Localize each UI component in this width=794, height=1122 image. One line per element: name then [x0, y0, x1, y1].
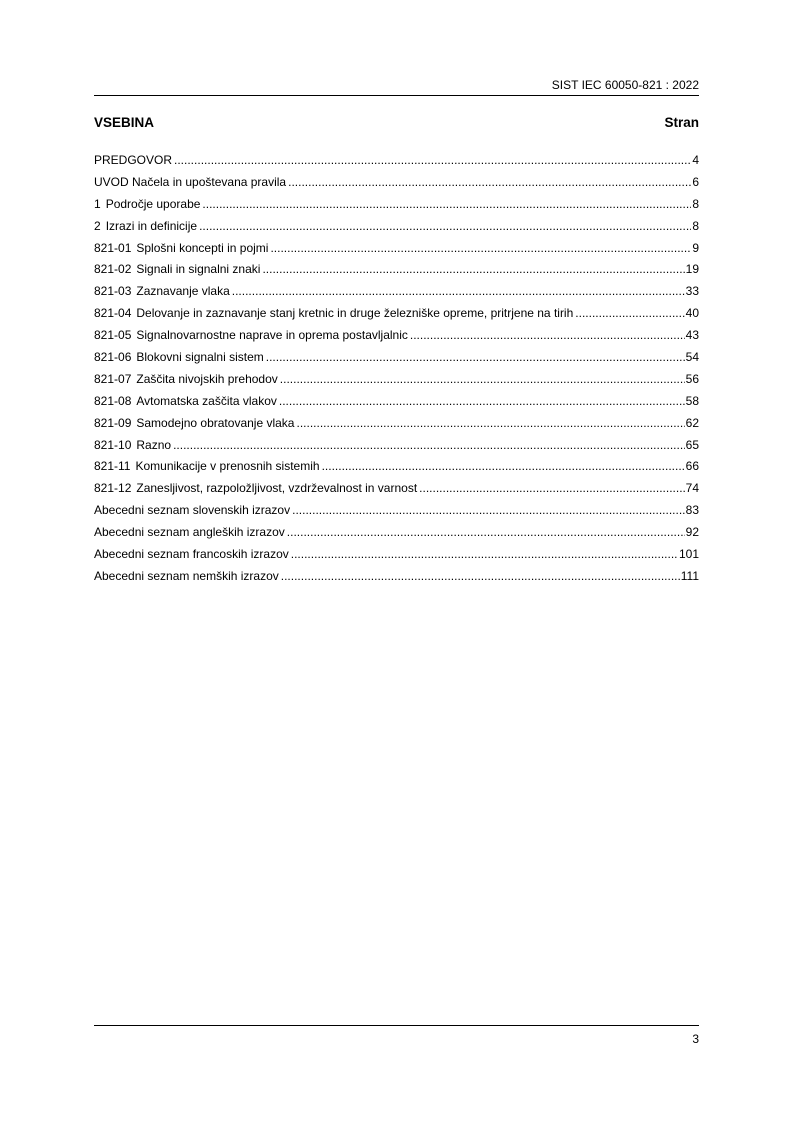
toc-entry-page: 40: [685, 306, 699, 321]
toc-entry-title: Samodejno obratovanje vlaka: [136, 415, 295, 430]
toc-dot-leader: [281, 569, 680, 583]
standard-id: SIST IEC 60050-821 : 2022: [551, 78, 699, 92]
toc-entry-title: Abecedni seznam nemških izrazov: [94, 568, 279, 583]
toc-entry-page: 56: [685, 371, 699, 386]
toc-entry[interactable]: [94, 547, 699, 569]
toc-entry[interactable]: [94, 416, 699, 438]
toc-entry[interactable]: [94, 197, 699, 219]
toc-entry-page: 92: [685, 525, 699, 540]
toc-entry-page: 33: [685, 284, 699, 299]
toc-entry[interactable]: [94, 328, 699, 350]
toc-entry[interactable]: [94, 241, 699, 263]
toc-entry-number: 821-01: [94, 240, 132, 255]
toc-entry-title: Signalnovarnostne naprave in oprema postavljalnic: [136, 328, 408, 343]
toc-entry-page: 43: [685, 328, 699, 343]
toc-dot-leader: [262, 262, 684, 276]
toc-dot-leader: [280, 372, 685, 386]
toc-entry-page: 101: [678, 547, 699, 562]
header-rule: [94, 95, 699, 96]
toc-dot-leader: [292, 503, 685, 517]
toc-entry-number: 821-10: [94, 437, 132, 452]
toc-dot-leader: [232, 284, 685, 298]
toc-entry-page: 65: [685, 437, 699, 452]
toc-entry[interactable]: [94, 153, 699, 175]
toc-dot-leader: [270, 241, 691, 255]
toc-entry-page: 83: [685, 503, 699, 518]
toc-entry-title: Zanesljivost, razpoložljivost, vzdrževalnost in varnost: [136, 481, 418, 496]
toc-entry[interactable]: [94, 219, 699, 241]
toc-dot-leader: [266, 350, 685, 364]
toc-entry-title: Abecedni seznam angleških izrazov: [94, 525, 285, 540]
toc-dot-leader: [291, 547, 678, 561]
toc-entry-title: Abecedni seznam slovenskih izrazov: [94, 503, 291, 518]
toc-entry-title: Razno: [136, 437, 172, 452]
toc-entry-page: 4: [692, 153, 699, 167]
toc-dot-leader: [288, 175, 691, 189]
toc-entry-number: 821-02: [94, 262, 132, 277]
toc-entry-number: 821-06: [94, 350, 132, 365]
toc-entry-page: 66: [685, 459, 699, 474]
toc-entry-page: 9: [692, 240, 699, 255]
toc-entry-number: 821-09: [94, 415, 132, 430]
toc-dot-leader: [173, 438, 685, 452]
toc-entry-number: 821-07: [94, 371, 132, 386]
toc-entry-title: Splošni koncepti in pojmi: [136, 240, 269, 255]
toc-dot-leader: [279, 394, 685, 408]
toc-entry[interactable]: [94, 306, 699, 328]
toc-dot-leader: [199, 219, 691, 233]
toc-entry[interactable]: [94, 175, 699, 197]
toc-page-heading: Stran: [664, 115, 699, 130]
toc-entry-title: PREDGOVOR: [94, 153, 173, 167]
footer-rule: [94, 1025, 699, 1026]
toc-entry-title: Avtomatska zaščita vlakov: [136, 393, 277, 408]
toc-entry[interactable]: [94, 525, 699, 547]
toc-entry-number: 821-11: [94, 459, 131, 474]
toc-dot-leader: [419, 481, 684, 495]
toc-entry-title: Blokovni signalni sistem: [136, 350, 264, 365]
toc-entry-title: UVOD Načela in upoštevana pravila: [94, 174, 287, 189]
toc-entry-title: Delovanje in zaznavanje stanj kretnic in druge železniške opreme, pritrjene na tirih: [136, 306, 574, 321]
table-of-contents: [94, 153, 699, 591]
toc-entry[interactable]: [94, 394, 699, 416]
toc-dot-leader: [410, 328, 685, 342]
toc-entry[interactable]: [94, 350, 699, 372]
toc-entry-page: 19: [685, 262, 699, 277]
toc-entry-number: 821-03: [94, 284, 132, 299]
page-number: 3: [692, 1032, 699, 1046]
toc-entry-number: 821-05: [94, 328, 132, 343]
toc-entry-number: 821-04: [94, 306, 132, 321]
toc-entry-page: 111: [680, 568, 699, 583]
toc-entry[interactable]: [94, 284, 699, 306]
toc-entry-title: Signali in signalni znaki: [136, 262, 261, 277]
toc-entry-title: Izrazi in definicije: [105, 218, 198, 233]
toc-entry-page: 8: [692, 218, 699, 233]
toc-entry-page: 6: [692, 174, 699, 189]
toc-entry[interactable]: [94, 372, 699, 394]
toc-dot-leader: [287, 525, 685, 539]
toc-entry-page: 74: [685, 481, 699, 496]
toc-dot-leader: [296, 416, 684, 430]
toc-entry-page: 62: [685, 415, 699, 430]
toc-entry[interactable]: [94, 503, 699, 525]
toc-entry-number: 1: [94, 196, 101, 211]
toc-entry-page: 54: [685, 350, 699, 365]
toc-entry-title: Komunikacije v prenosnih sistemih: [135, 459, 320, 474]
toc-entry-page: 8: [692, 196, 699, 211]
toc-entry-number: 821-08: [94, 393, 132, 408]
toc-entry[interactable]: [94, 569, 699, 591]
toc-entry-title: Zaznavanje vlaka: [136, 284, 230, 299]
toc-entry-number: 2: [94, 218, 101, 233]
toc-dot-leader: [202, 197, 691, 211]
toc-entry-title: Področje uporabe: [105, 196, 201, 211]
toc-entry-title: Zaščita nivojskih prehodov: [136, 371, 278, 386]
toc-entry-title: Abecedni seznam francoskih izrazov: [94, 547, 289, 562]
toc-dot-leader: [575, 306, 684, 320]
toc-entry[interactable]: [94, 438, 699, 460]
toc-heading-row: [94, 115, 699, 131]
toc-dot-leader: [322, 459, 685, 473]
toc-entry-number: 821-12: [94, 481, 132, 496]
toc-entry-page: 58: [685, 393, 699, 408]
toc-entry[interactable]: [94, 481, 699, 503]
toc-dot-leader: [174, 153, 691, 167]
toc-entry[interactable]: [94, 459, 699, 481]
toc-entry[interactable]: [94, 262, 699, 284]
toc-heading: VSEBINA: [94, 115, 155, 130]
